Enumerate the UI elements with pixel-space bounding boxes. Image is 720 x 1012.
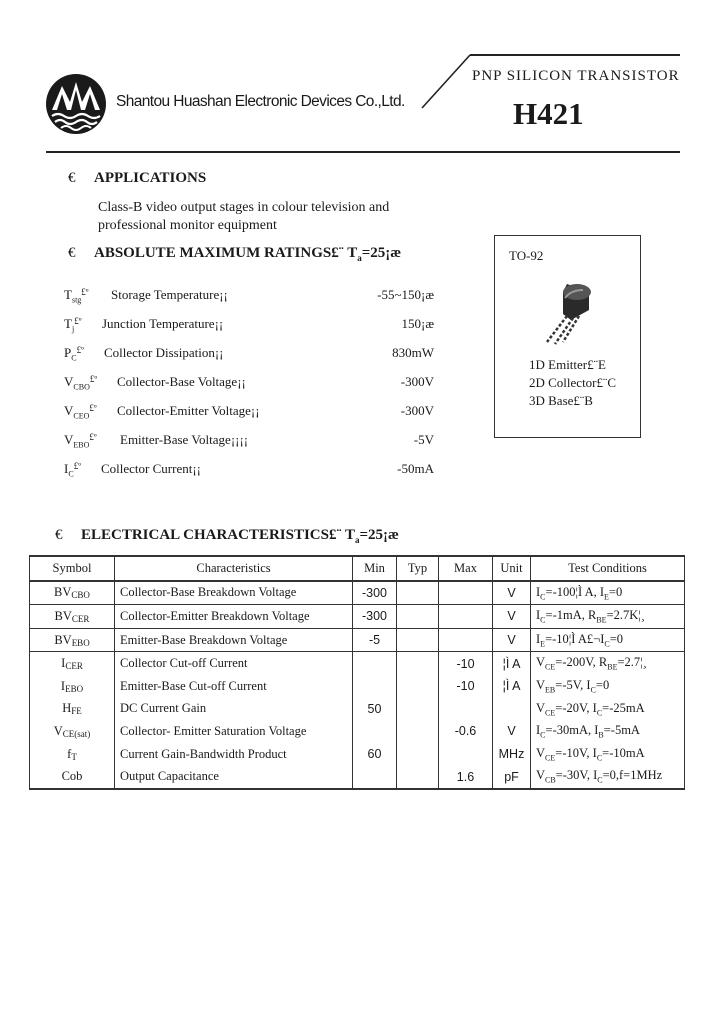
cell-test-condition: $I_C=-30mA$, $I_B=-5mA$ (531, 720, 685, 743)
package-type: TO-92 (509, 248, 544, 263)
cell-symbol: $I_{CER}$ (30, 652, 115, 675)
product-type: PNP SILICON TRANSISTOR (472, 68, 680, 84)
cell-test-condition: $V_{CE}=-20V$, $I_C=-25mA$ (531, 698, 685, 721)
cell-characteristic: Collector-Base Breakdown Voltage (115, 581, 353, 605)
rating-value: 150¡æ (401, 316, 434, 331)
header-divider (46, 151, 680, 153)
cell-max (439, 698, 493, 721)
cell-typ (397, 720, 439, 743)
cell-max: -10 (439, 652, 493, 675)
cell-max: -0.6 (439, 720, 493, 743)
cell-max (439, 743, 493, 766)
cell-typ (397, 652, 439, 675)
table-row (30, 628, 685, 652)
table-row (30, 743, 685, 766)
cell-typ (397, 765, 439, 789)
cell-max (439, 628, 493, 652)
table-header-row (30, 556, 685, 581)
cell-max: 1.6 (439, 765, 493, 789)
electrical-table (29, 555, 685, 790)
cell-min (353, 675, 397, 698)
cell-max: -10 (439, 675, 493, 698)
electrical-heading-text: ELECTRICAL CHARACTERISTICS£¨ T (81, 527, 355, 543)
applications-heading-text: APPLICATIONS (94, 170, 207, 186)
rating-value: -50mA (397, 461, 434, 476)
cell-min: -300 (353, 581, 397, 605)
rating-symbol: $V_{CEO}^{£º}$ (64, 403, 97, 421)
cell-symbol: $BV_{EBO}$ (30, 628, 115, 652)
to92-package-icon (541, 280, 601, 346)
cell-min: 50 (353, 698, 397, 721)
rating-value: 830mW (392, 345, 434, 360)
cell-unit: V (493, 581, 531, 605)
header-typ: Typ (397, 556, 439, 581)
table-row (30, 698, 685, 721)
table-row (30, 720, 685, 743)
pin-3: 3D Base£¨B (529, 393, 593, 408)
cell-characteristic: Output Capacitance (115, 765, 353, 789)
part-number: H421 (513, 96, 584, 131)
applications-text (98, 199, 389, 235)
cell-test-condition: $I_C=-100¦Ì$ A, $I_E=0$ (531, 581, 685, 605)
rating-row (64, 403, 434, 425)
rating-row (64, 316, 434, 338)
rating-symbol: $T_j^{£º}$ (64, 316, 82, 334)
cell-unit: MHz (493, 743, 531, 766)
header-unit: Unit (493, 556, 531, 581)
cell-symbol: $f_T$ (30, 743, 115, 766)
electrical-heading (55, 527, 399, 545)
cell-characteristic: Collector Cut-off Current (115, 652, 353, 675)
cell-test-condition: $V_{CE}=-200V$, $R_{BE}=2.7¦¸$ (531, 652, 685, 675)
cell-characteristic: Emitter-Base Cut-off Current (115, 675, 353, 698)
cell-test-condition: $I_C=-1mA$, $R_{BE}=2.7K¦¸$ (531, 605, 685, 629)
rating-symbol: $P_C^{£º}$ (64, 345, 84, 363)
rating-symbol: $V_{EBO}^{£º}$ (64, 432, 97, 450)
electrical-heading-sub: a (354, 535, 360, 545)
cell-typ (397, 605, 439, 629)
ratings-heading-text: ABSOLUTE MAXIMUM RATINGS£¨ T (94, 245, 358, 261)
electrical-heading-tail: =25¡æ (359, 527, 399, 543)
cell-unit: ¦Ì A (493, 675, 531, 698)
table-row (30, 675, 685, 698)
rating-row (64, 345, 434, 367)
cell-max (439, 605, 493, 629)
rating-parameter: Collector-Emitter Voltage¡¡ (117, 403, 260, 418)
company-logo (44, 72, 108, 136)
applications-heading (68, 170, 206, 187)
cell-test-condition: $V_{CE}=-10V$, $I_C=-10mA$ (531, 743, 685, 766)
cell-test-condition: $I_E=-10¦Ì$ $A£\neg I_C=0$ (531, 628, 685, 652)
rating-parameter: Collector-Base Voltage¡¡ (117, 374, 246, 389)
table-row (30, 581, 685, 605)
rating-row (64, 287, 434, 309)
rating-value: -300V (400, 403, 434, 418)
cell-characteristic: Current Gain-Bandwidth Product (115, 743, 353, 766)
cell-unit: ¦Ì A (493, 652, 531, 675)
rating-parameter: Collector Current¡¡ (101, 461, 201, 476)
cell-characteristic: Emitter-Base Breakdown Voltage (115, 628, 353, 652)
rating-value: -300V (400, 374, 434, 389)
rating-row (64, 374, 434, 396)
rating-parameter: Emitter-Base Voltage¡¡¡¡ (120, 432, 249, 447)
cell-characteristic: DC Current Gain (115, 698, 353, 721)
rating-parameter: Storage Temperature¡¡ (111, 287, 228, 302)
cell-unit: pF (493, 765, 531, 789)
cell-min (353, 652, 397, 675)
cell-typ (397, 698, 439, 721)
cell-min: 60 (353, 743, 397, 766)
ratings-heading (68, 245, 401, 263)
rating-row (64, 432, 434, 454)
header-characteristics: Characteristics (115, 556, 353, 581)
header-min: Min (353, 556, 397, 581)
cell-typ (397, 675, 439, 698)
rating-symbol: $I_C^{£º}$ (64, 461, 81, 479)
cell-test-condition: $V_{CB}=-30V$, $I_C=0,f=1MHz$ (531, 765, 685, 789)
package-box (494, 235, 641, 438)
header-test-conditions: Test Conditions (531, 556, 685, 581)
bullet-glyph: € (68, 245, 76, 261)
rating-parameter: Collector Dissipation¡¡ (104, 345, 224, 360)
cell-min: -300 (353, 605, 397, 629)
rating-value: -5V (413, 432, 434, 447)
cell-unit (493, 698, 531, 721)
rating-value: -55~150¡æ (377, 287, 434, 302)
rating-symbol: $T_{stg}^{£º}$ (64, 287, 89, 305)
table-row (30, 652, 685, 675)
cell-min: -5 (353, 628, 397, 652)
cell-symbol: $H_{FE}$ (30, 698, 115, 721)
rating-symbol: $V_{CBO}^{£º}$ (64, 374, 98, 392)
rating-row (64, 461, 434, 483)
ratings-heading-tail: =25¡æ (361, 245, 402, 261)
applications-line-2: professional monitor equipment (98, 218, 277, 233)
cell-symbol: $V_{CE(sat)}$ (30, 720, 115, 743)
cell-test-condition: $V_{EB}=-5V$, $I_C=0$ (531, 675, 685, 698)
package-pins (529, 356, 616, 410)
cell-typ (397, 628, 439, 652)
cell-characteristic: Collector- Emitter Saturation Voltage (115, 720, 353, 743)
company-name: Shantou Huashan Electronic Devices Co.,Ltd. (116, 93, 405, 110)
cell-typ (397, 581, 439, 605)
header-max: Max (439, 556, 493, 581)
pin-1: 1D Emitter£¨E (529, 357, 606, 372)
ratings-heading-sub: a (357, 253, 362, 263)
table-row (30, 605, 685, 629)
cell-characteristic: Collector-Emitter Breakdown Voltage (115, 605, 353, 629)
cell-max (439, 581, 493, 605)
applications-line-1: Class-B video output stages in colour television and (98, 200, 390, 215)
bullet-glyph: € (55, 527, 63, 543)
pin-2: 2D Collector£¨C (529, 375, 617, 390)
cell-typ (397, 743, 439, 766)
header-symbol: Symbol (30, 556, 115, 581)
cell-symbol: $I_{EBO}$ (30, 675, 115, 698)
rating-parameter: Junction Temperature¡¡ (102, 316, 224, 331)
cell-symbol: $BV_{CBO}$ (30, 581, 115, 605)
cell-symbol: $BV_{CER}$ (30, 605, 115, 629)
cell-min (353, 720, 397, 743)
cell-unit: V (493, 628, 531, 652)
cell-symbol: Cob (30, 765, 115, 789)
cell-unit: V (493, 720, 531, 743)
cell-min (353, 765, 397, 789)
cell-unit: V (493, 605, 531, 629)
bullet-glyph: € (68, 170, 76, 186)
table-row (30, 765, 685, 789)
